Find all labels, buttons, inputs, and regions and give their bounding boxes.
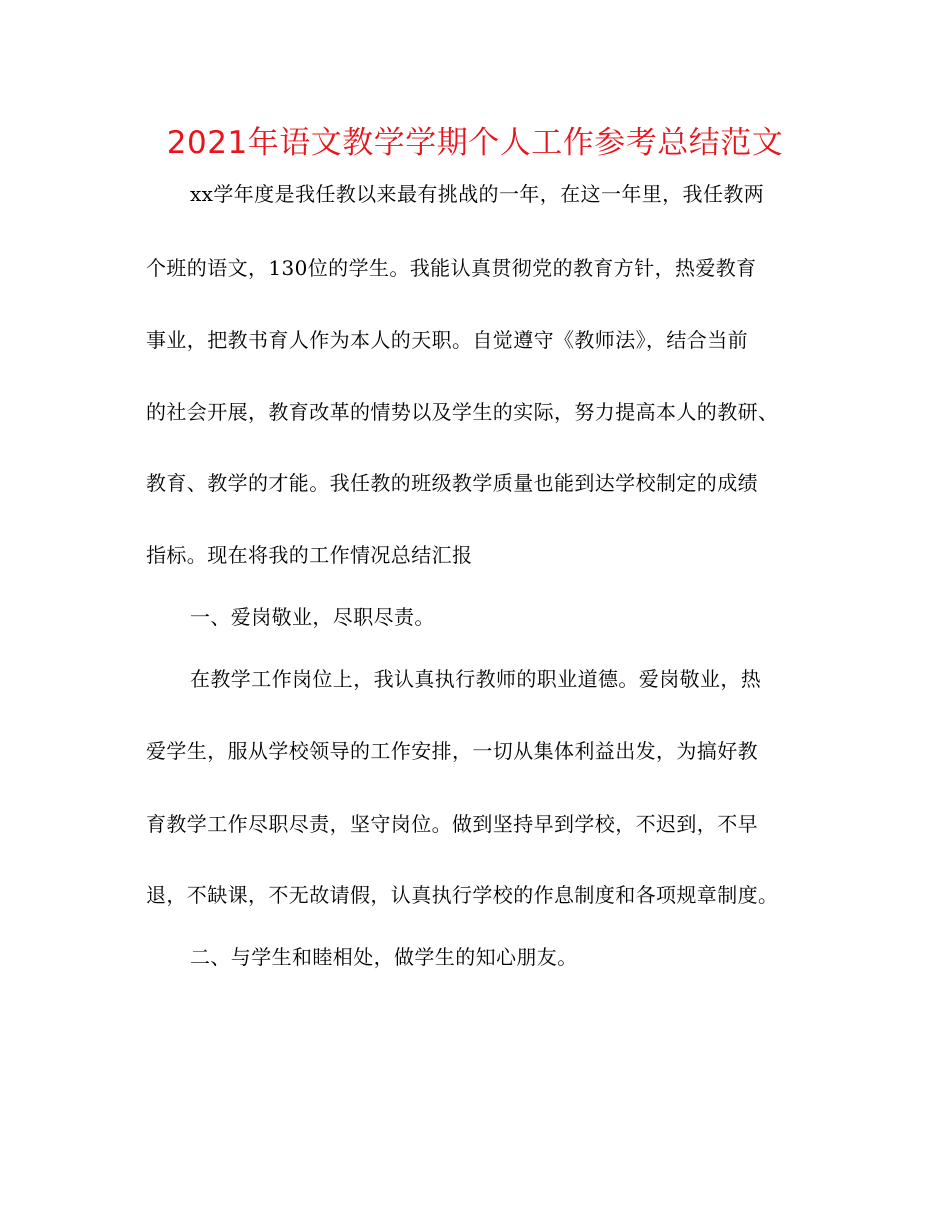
paragraph-line: 爱学生，服从学校领导的工作安排，一切从集体利益出发，为搞好教 — [146, 739, 758, 763]
paragraph-line: xx学年度是我任教以来最有挑战的一年，在这一年里，我任教两 — [190, 182, 765, 206]
section-heading-1: 一、爱岗敬业，尽职尽责。 — [190, 605, 435, 629]
document-title: 2021年语文教学学期个人工作参考总结范文 — [166, 125, 784, 161]
paragraph-line: 的社会开展，教育改革的情势以及学生的实际，努力提高本人的教研、 — [146, 400, 779, 424]
paragraph-line: 个班的语文，130位的学生。我能认真贯彻党的教育方针，热爱教育 — [146, 256, 757, 280]
section-heading-2: 二、与学生和睦相处，做学生的知心朋友。 — [190, 945, 578, 969]
paragraph-line: 育教学工作尽职尽责，坚守岗位。做到坚持早到学校，不迟到，不早 — [146, 812, 758, 836]
paragraph-line: 在教学工作岗位上，我认真执行教师的职业道德。爱岗敬业，热 — [190, 667, 762, 691]
paragraph-line: 教育、教学的才能。我任教的班级教学质量也能到达学校制定的成绩 — [146, 471, 758, 495]
paragraph-line: 事业，把教书育人作为本人的天职。自觉遵守《教师法》，结合当前 — [146, 328, 748, 352]
paragraph-line: 指标。现在将我的工作情况总结汇报 — [146, 543, 473, 567]
paragraph-line: 退，不缺课，不无故请假，认真执行学校的作息制度和各项规章制度。 — [146, 883, 779, 907]
